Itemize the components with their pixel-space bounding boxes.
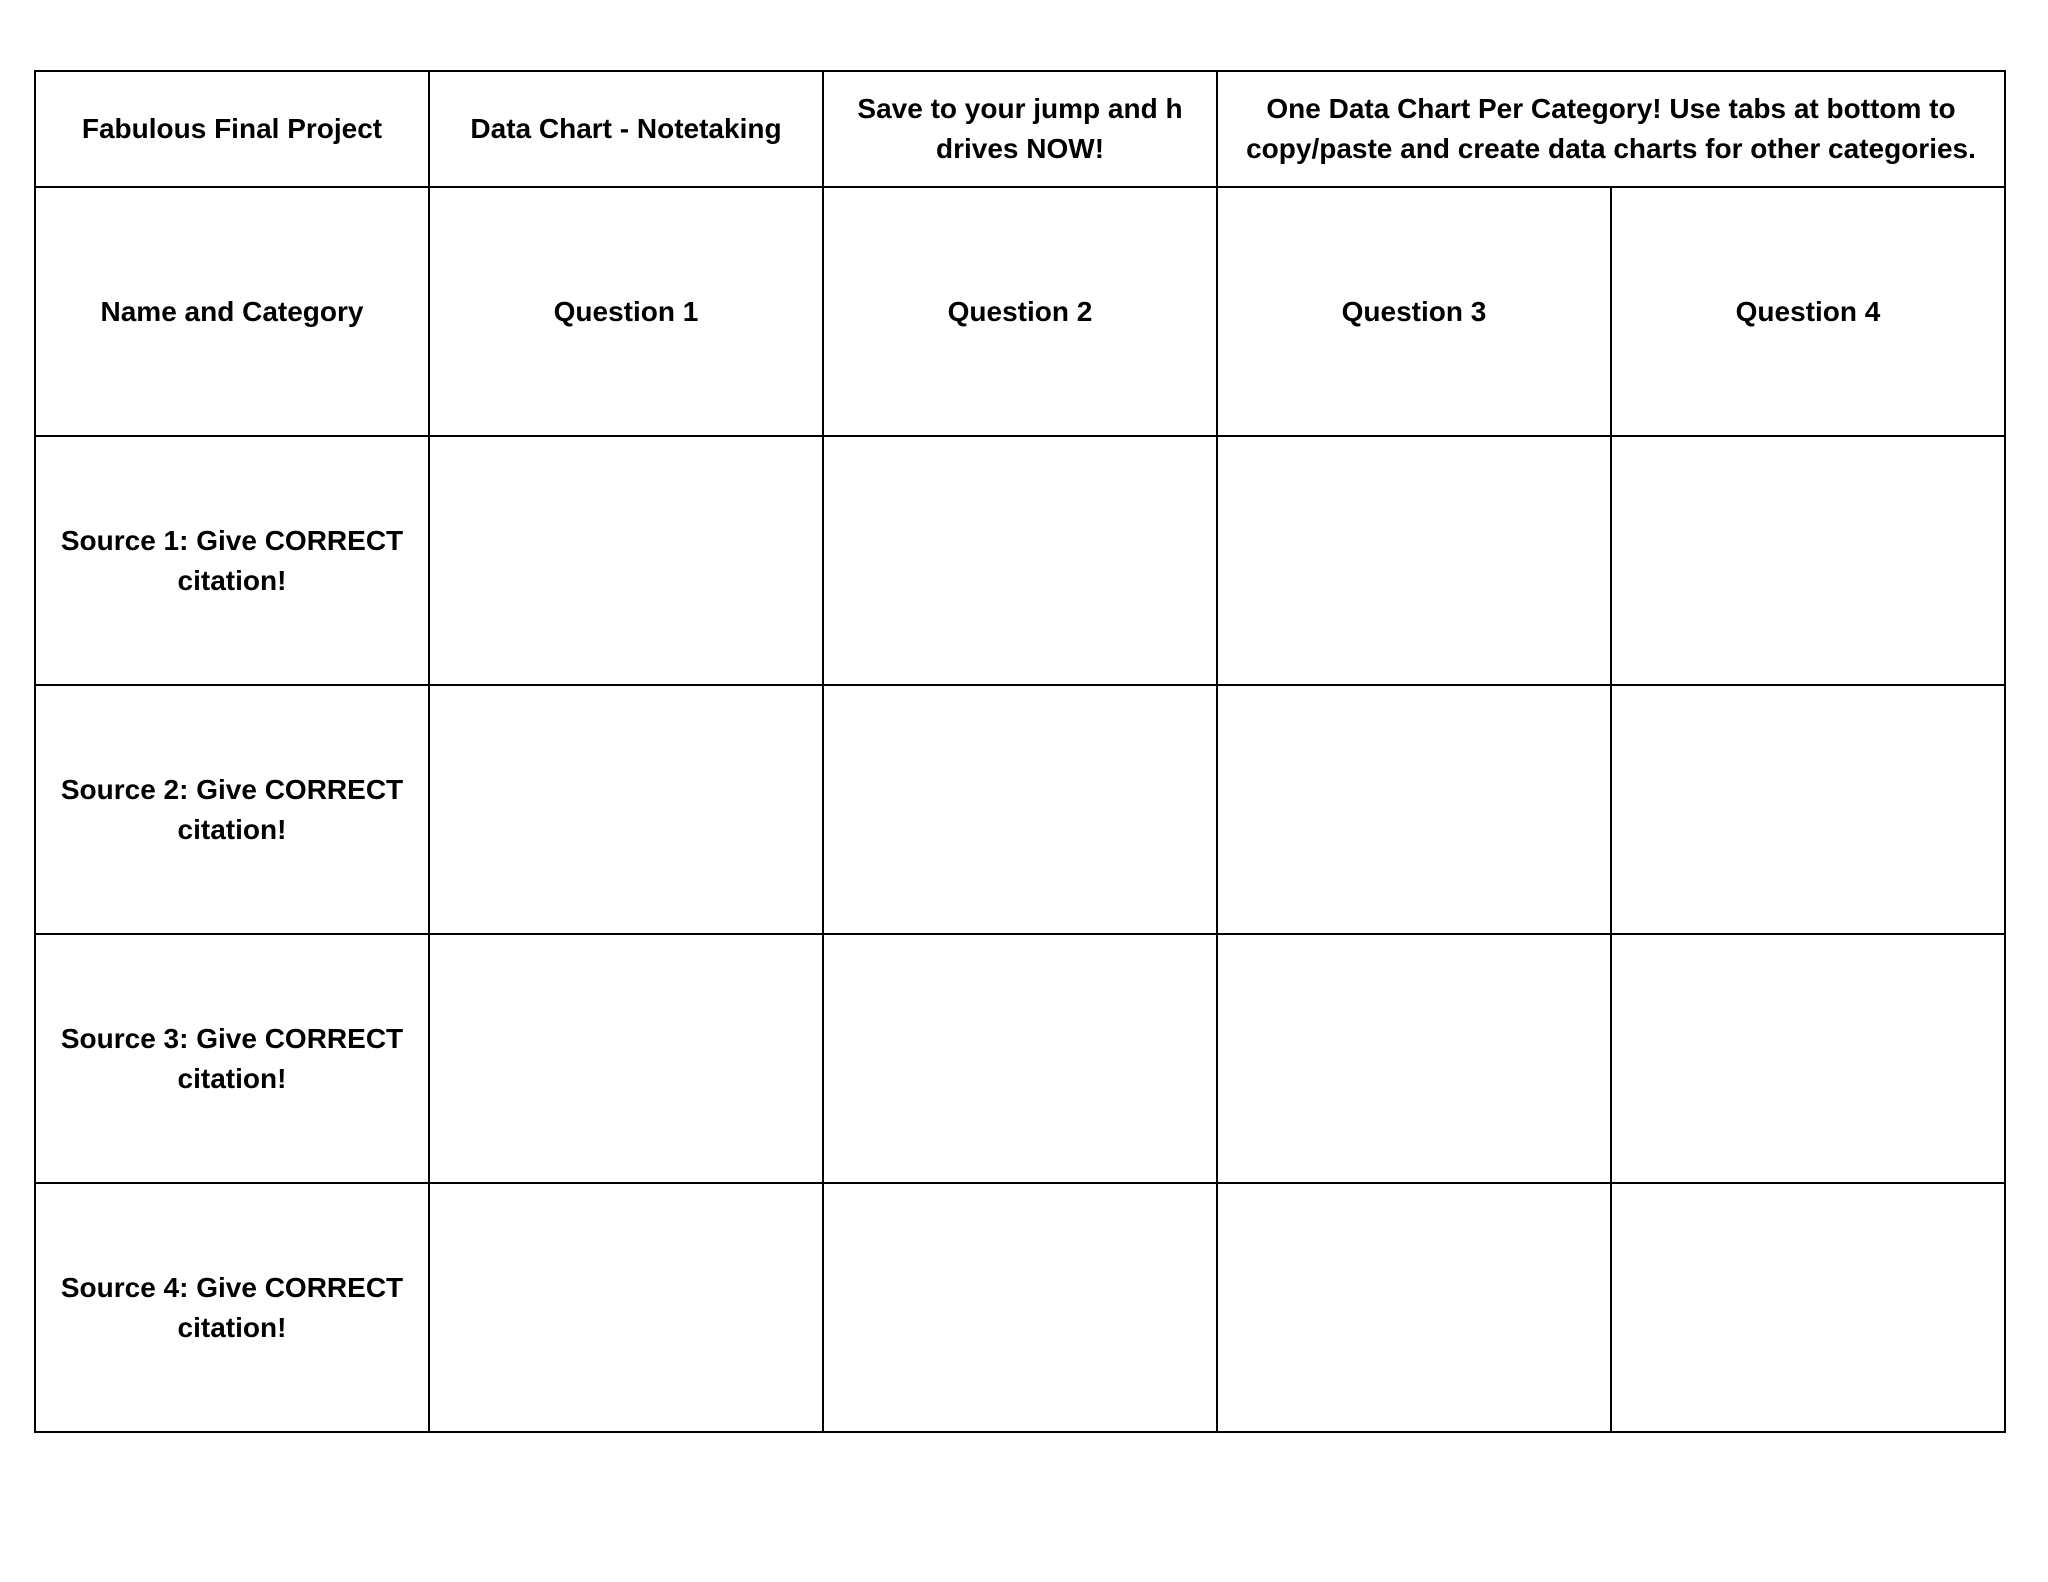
source-row-1 [35,436,2005,685]
column-header-row [35,187,2005,436]
title-row [35,71,2005,187]
source-4-question-3-cell[interactable] [1217,1183,1611,1432]
source-3-question-3-cell[interactable] [1217,934,1611,1183]
question-2-header: Question 2 [823,187,1217,436]
source-row-2 [35,685,2005,934]
chart-title-cell [429,71,823,187]
data-chart-table [34,70,2006,1433]
name-category-header: Name and Category [35,187,429,436]
source-2-question-3-cell[interactable] [1217,685,1611,934]
project-title: Fabulous Final Project [81,113,383,144]
source-label: Source 1: Give CORRECT citation! [60,524,404,596]
save-reminder-cell [823,71,1217,187]
chart-title: Data Chart - Notetaking [470,113,782,144]
source-1-question-2-cell[interactable] [823,436,1217,685]
question-4-header: Question 4 [1611,187,2005,436]
source-1-question-4-cell[interactable] [1611,436,2005,685]
question-3-header: Question 3 [1217,187,1611,436]
instructions: One Data Chart Per Category! Use tabs at bottom to copy/paste and create data charts for other categories. [1246,93,1976,164]
source-3-question-1-cell[interactable] [429,934,823,1183]
source-3-label [35,934,429,1183]
source-2-question-1-cell[interactable] [429,685,823,934]
project-title-cell [35,71,429,187]
source-label: Source 3: Give CORRECT citation! [60,1022,404,1094]
source-row-4 [35,1183,2005,1432]
source-row-3 [35,934,2005,1183]
source-4-question-4-cell[interactable] [1611,1183,2005,1432]
source-1-question-1-cell[interactable] [429,436,823,685]
source-label: Source 2: Give CORRECT citation! [60,773,404,845]
question-1-header: Question 1 [429,187,823,436]
save-reminder: Save to your jump and h drives NOW! [857,93,1183,164]
source-3-question-2-cell[interactable] [823,934,1217,1183]
source-1-question-3-cell[interactable] [1217,436,1611,685]
source-3-question-4-cell[interactable] [1611,934,2005,1183]
source-4-question-1-cell[interactable] [429,1183,823,1432]
source-2-question-2-cell[interactable] [823,685,1217,934]
source-label: Source 4: Give CORRECT citation! [60,1271,404,1343]
source-4-question-2-cell[interactable] [823,1183,1217,1432]
source-4-label [35,1183,429,1432]
source-2-question-4-cell[interactable] [1611,685,2005,934]
source-2-label [35,685,429,934]
source-1-label [35,436,429,685]
instructions-cell [1217,71,2005,187]
